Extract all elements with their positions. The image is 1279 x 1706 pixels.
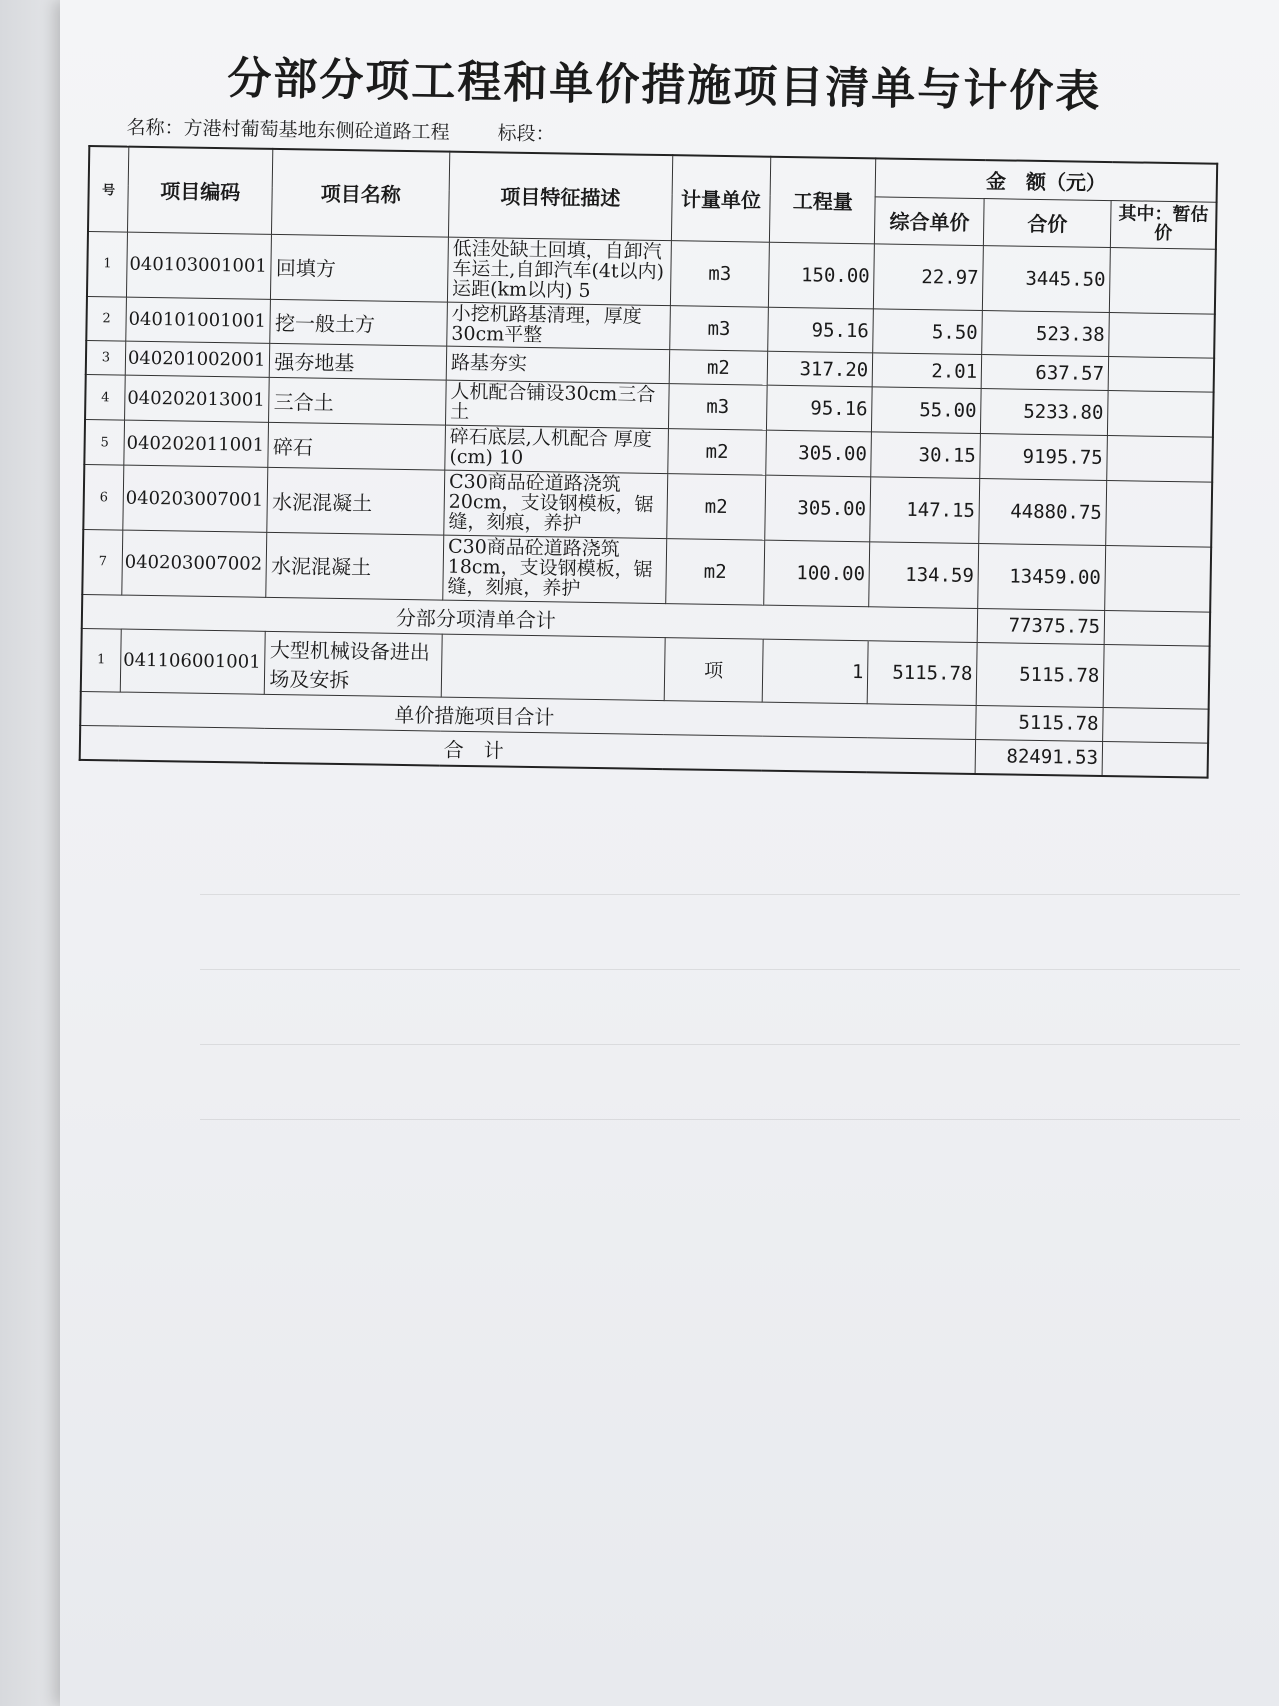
row-description: 小挖机路基清理，厚度30cm平整 xyxy=(447,302,670,350)
row-code: 040203007002 xyxy=(122,530,267,597)
grand-total-label: 合 计 xyxy=(80,725,867,772)
measures-subtotal-label: 单价措施项目合计 xyxy=(80,691,867,737)
row-name: 水泥混凝土 xyxy=(267,468,445,536)
row-total: 5233.80 xyxy=(981,389,1109,436)
row-quantity: 95.16 xyxy=(767,386,873,433)
grand-total-estimate xyxy=(1102,741,1208,777)
grand-total-spacer xyxy=(866,738,975,774)
col-name: 项目名称 xyxy=(272,149,450,237)
row-description: C30商品砼道路浇筑20cm，支设钢模板，锯缝，刻痕，养护 xyxy=(444,470,668,538)
row-code: 040201002001 xyxy=(125,342,270,378)
section-label: 标段： xyxy=(497,122,555,146)
row-seq: 3 xyxy=(86,341,126,376)
row-name: 大型机械设备进出场及安拆 xyxy=(265,631,443,697)
row-seq: 7 xyxy=(82,529,122,594)
row-estimate xyxy=(1105,546,1211,612)
row-unit-price: 22.97 xyxy=(874,244,984,311)
col-code: 项目编码 xyxy=(127,147,273,235)
row-quantity: 150.00 xyxy=(769,242,875,308)
row-seq: 4 xyxy=(85,375,125,420)
row-unit: 项 xyxy=(664,637,764,702)
subtotal-estimate xyxy=(1104,610,1210,646)
row-unit: m2 xyxy=(667,429,767,475)
row-quantity: 100.00 xyxy=(764,540,870,606)
row-unit-price: 134.59 xyxy=(869,542,979,609)
row-name: 挖一般土方 xyxy=(270,299,447,347)
col-unit-price: 综合单价 xyxy=(875,197,985,245)
col-desc: 项目特征描述 xyxy=(448,152,672,241)
row-unit: m2 xyxy=(666,474,766,540)
col-amount-group: 金 额（元） xyxy=(875,158,1217,202)
row-total: 5115.78 xyxy=(976,642,1104,707)
row-description: 碎石底层,人机配合 厚度(cm) 10 xyxy=(445,425,668,473)
row-name: 强夯地基 xyxy=(270,344,447,381)
row-estimate xyxy=(1109,312,1215,359)
project-name: 名称：方港村葡萄基地东侧砼道路工程 xyxy=(126,116,450,144)
grand-total-value: 82491.53 xyxy=(975,739,1102,775)
row-quantity: 305.00 xyxy=(766,431,872,478)
row-description: 低洼处缺土回填，自卸汽车运土,自卸汽车(4t以内)运距(km以内) 5 xyxy=(447,237,671,305)
row-code: 040203007001 xyxy=(123,465,268,532)
row-total: 9195.75 xyxy=(980,434,1108,481)
row-total: 44880.75 xyxy=(979,479,1107,546)
row-unit-price: 5115.78 xyxy=(867,641,977,706)
measures-subtotal-estimate xyxy=(1103,707,1209,743)
row-unit: m2 xyxy=(669,350,768,386)
row-code: 040101001001 xyxy=(126,297,271,344)
row-code: 040202011001 xyxy=(124,420,269,467)
row-estimate xyxy=(1108,357,1214,393)
subtotal-label: 分部分项清单合计 xyxy=(82,594,869,640)
subtotal-spacer xyxy=(868,607,977,643)
row-unit-price: 55.00 xyxy=(872,387,982,434)
row-total: 637.57 xyxy=(981,355,1108,391)
row-unit-price: 30.15 xyxy=(871,432,981,479)
row-unit-price: 5.50 xyxy=(873,308,983,355)
col-qty: 工程量 xyxy=(770,157,876,244)
row-description: C30商品砼道路浇筑18cm，支设钢模板，锯缝，刻痕，养护 xyxy=(443,535,667,603)
row-name: 回填方 xyxy=(271,234,449,302)
row-seq: 1 xyxy=(81,628,121,692)
price-sheet xyxy=(79,40,1240,779)
bill-table xyxy=(79,145,1219,779)
col-estimate: 其中：暂估价 xyxy=(1111,201,1217,249)
row-estimate xyxy=(1108,391,1214,438)
items-body xyxy=(82,231,1216,612)
row-name: 三合土 xyxy=(269,378,446,426)
row-total: 523.38 xyxy=(982,310,1110,357)
row-quantity: 95.16 xyxy=(768,307,874,354)
row-quantity: 305.00 xyxy=(765,475,871,541)
row-name: 水泥混凝土 xyxy=(266,532,444,600)
row-seq: 1 xyxy=(87,231,127,296)
row-code: 040202013001 xyxy=(124,376,269,423)
measures-subtotal-value: 5115.78 xyxy=(976,705,1103,741)
col-unit: 计量单位 xyxy=(671,155,771,242)
row-estimate xyxy=(1109,247,1215,313)
row-quantity: 1 xyxy=(763,639,869,704)
row-description: 人机配合铺设30cm三合土 xyxy=(445,381,668,429)
row-description: 路基夯实 xyxy=(446,347,669,384)
row-estimate xyxy=(1103,644,1209,709)
row-seq: 6 xyxy=(83,465,123,530)
col-seq: 号 xyxy=(88,146,129,232)
row-estimate xyxy=(1106,481,1212,547)
col-total: 合价 xyxy=(984,199,1112,248)
row-name: 碎石 xyxy=(268,423,445,471)
measures-subtotal-spacer xyxy=(867,704,976,740)
page-title: 分部分项工程和单价措施项目清单与计价表 xyxy=(227,53,1102,118)
row-total: 3445.50 xyxy=(983,245,1111,312)
row-unit-price: 2.01 xyxy=(872,353,981,389)
header-row-1 xyxy=(89,146,1217,202)
row-quantity: 317.20 xyxy=(768,352,873,388)
row-description xyxy=(441,634,665,700)
row-unit: m3 xyxy=(669,305,769,351)
subtotal-value: 77375.75 xyxy=(977,608,1104,644)
row-code: 040103001001 xyxy=(126,232,271,299)
row-seq: 5 xyxy=(84,420,124,465)
bleed-through-shadow xyxy=(200,820,1240,1120)
row-estimate xyxy=(1107,436,1213,483)
row-unit: m3 xyxy=(670,240,770,306)
row-unit: m3 xyxy=(668,384,768,430)
row-seq: 2 xyxy=(86,296,126,341)
row-unit: m2 xyxy=(665,539,765,605)
row-total: 13459.00 xyxy=(978,544,1106,611)
row-unit-price: 147.15 xyxy=(870,477,980,544)
row-code: 041106001001 xyxy=(120,629,265,694)
